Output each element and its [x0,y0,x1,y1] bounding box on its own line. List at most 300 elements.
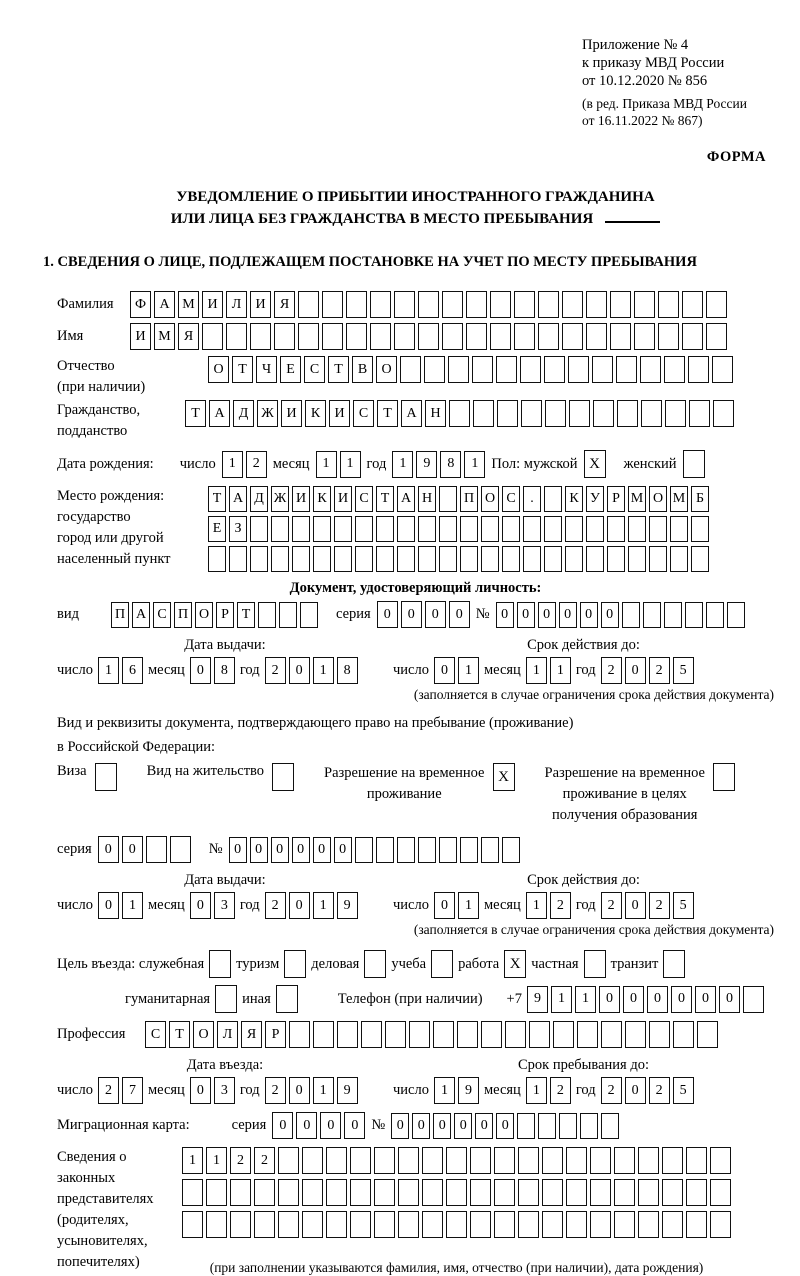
purpose-work-checkbox[interactable]: X [504,950,526,978]
residence-valid-day-cells[interactable] [434,892,479,919]
form-cell[interactable]: Р [216,602,234,628]
form-cell[interactable]: 1 [526,892,547,919]
form-cell[interactable]: 0 [190,892,211,919]
form-cell[interactable]: 0 [434,657,455,684]
form-cell[interactable] [355,516,373,542]
form-cell[interactable]: А [154,291,175,318]
form-cell[interactable]: С [145,1021,166,1048]
form-cell[interactable] [670,516,688,542]
form-cell[interactable] [686,1179,707,1206]
form-cell[interactable]: А [401,400,422,427]
birth-year-cells[interactable] [392,451,485,478]
form-cell[interactable] [518,1211,539,1238]
form-cell[interactable]: Я [241,1021,262,1048]
form-cell[interactable] [313,546,331,572]
form-cell[interactable]: 2 [649,892,670,919]
temp-residence-checkbox[interactable]: X [493,763,515,791]
stay-day-cells[interactable] [434,1077,479,1104]
form-cell[interactable] [670,546,688,572]
form-cell[interactable]: 3 [214,1077,235,1104]
form-cell[interactable] [439,837,457,863]
form-cell[interactable] [370,323,391,350]
form-cell[interactable] [517,1113,535,1139]
form-cell[interactable] [418,516,436,542]
form-cell[interactable]: Т [237,602,255,628]
form-cell[interactable] [374,1147,395,1174]
form-cell[interactable]: Р [265,1021,286,1048]
form-cell[interactable]: К [565,486,583,512]
form-cell[interactable]: Ф [130,291,151,318]
form-cell[interactable] [433,1021,454,1048]
form-cell[interactable] [472,356,493,383]
form-cell[interactable]: Ч [256,356,277,383]
form-cell[interactable] [710,1179,731,1206]
identity-valid-day-cells[interactable] [434,657,479,684]
form-cell[interactable] [553,1021,574,1048]
form-cell[interactable] [146,836,167,863]
migration-number-cells[interactable] [391,1113,619,1139]
form-cell[interactable] [614,1179,635,1206]
form-cell[interactable] [439,546,457,572]
form-cell[interactable] [206,1179,227,1206]
form-cell[interactable] [466,323,487,350]
birth-place-row1-cells[interactable] [208,486,709,512]
form-cell[interactable] [424,356,445,383]
doc-series-cells[interactable] [377,601,470,628]
form-cell[interactable] [706,323,727,350]
form-cell[interactable] [322,323,343,350]
form-cell[interactable]: 0 [559,602,577,628]
form-cell[interactable] [398,1179,419,1206]
form-cell[interactable] [544,486,562,512]
form-cell[interactable]: 0 [190,657,211,684]
form-cell[interactable]: И [202,291,223,318]
form-cell[interactable]: О [195,602,213,628]
form-cell[interactable]: 0 [496,1113,514,1139]
form-cell[interactable]: И [329,400,350,427]
form-cell[interactable]: 2 [550,892,571,919]
form-cell[interactable] [202,323,223,350]
form-cell[interactable] [565,546,583,572]
form-cell[interactable]: 1 [340,451,361,478]
citizenship-cells[interactable] [185,400,734,427]
form-cell[interactable]: К [313,486,331,512]
form-cell[interactable] [448,356,469,383]
form-cell[interactable]: 0 [580,602,598,628]
form-cell[interactable] [481,516,499,542]
form-cell[interactable]: 0 [334,837,352,863]
form-cell[interactable] [586,323,607,350]
form-cell[interactable]: 0 [289,1077,310,1104]
form-cell[interactable] [385,1021,406,1048]
form-cell[interactable]: 0 [695,986,716,1013]
form-cell[interactable] [638,1147,659,1174]
form-cell[interactable] [337,1021,358,1048]
form-cell[interactable] [712,356,733,383]
form-cell[interactable]: 2 [649,1077,670,1104]
temp-residence-edu-checkbox[interactable] [713,763,735,791]
form-cell[interactable]: 1 [434,1077,455,1104]
identity-valid-year-cells[interactable] [601,657,694,684]
representatives-row1-cells[interactable] [182,1147,731,1174]
form-cell[interactable] [346,323,367,350]
form-cell[interactable] [278,1147,299,1174]
form-cell[interactable]: 0 [475,1113,493,1139]
form-cell[interactable] [586,546,604,572]
form-cell[interactable] [409,1021,430,1048]
form-cell[interactable] [743,986,764,1013]
form-cell[interactable]: Д [233,400,254,427]
form-cell[interactable] [566,1211,587,1238]
form-cell[interactable] [569,400,590,427]
form-cell[interactable] [590,1147,611,1174]
form-cell[interactable] [490,323,511,350]
phone-cells[interactable] [527,986,764,1013]
representatives-row3-cells[interactable] [182,1211,731,1238]
form-cell[interactable] [300,602,318,628]
form-cell[interactable]: М [628,486,646,512]
form-cell[interactable] [542,1211,563,1238]
form-cell[interactable] [658,323,679,350]
form-cell[interactable] [502,516,520,542]
form-cell[interactable]: Т [208,486,226,512]
form-cell[interactable] [466,291,487,318]
form-cell[interactable]: 2 [265,892,286,919]
form-cell[interactable]: И [334,486,352,512]
form-cell[interactable] [523,546,541,572]
residence-issue-year-cells[interactable] [265,892,358,919]
form-cell[interactable] [346,291,367,318]
form-cell[interactable]: О [481,486,499,512]
form-cell[interactable] [685,602,703,628]
form-cell[interactable]: 0 [289,657,310,684]
form-cell[interactable]: 1 [313,892,334,919]
form-cell[interactable]: Н [425,400,446,427]
form-cell[interactable]: 0 [190,1077,211,1104]
form-cell[interactable]: З [229,516,247,542]
form-cell[interactable]: 1 [222,451,243,478]
residence-number-cells[interactable] [229,837,520,863]
form-cell[interactable]: 0 [292,837,310,863]
form-cell[interactable]: 2 [246,451,267,478]
entry-month-cells[interactable] [190,1077,235,1104]
form-cell[interactable] [449,400,470,427]
form-cell[interactable] [496,356,517,383]
form-cell[interactable] [326,1179,347,1206]
form-cell[interactable] [229,546,247,572]
form-cell[interactable] [422,1147,443,1174]
form-cell[interactable]: 0 [625,1077,646,1104]
form-cell[interactable] [361,1021,382,1048]
residence-valid-month-cells[interactable] [526,892,571,919]
form-cell[interactable] [706,602,724,628]
form-cell[interactable]: С [355,486,373,512]
form-cell[interactable] [514,291,535,318]
form-cell[interactable] [460,546,478,572]
form-cell[interactable] [182,1211,203,1238]
form-cell[interactable]: С [153,602,171,628]
form-cell[interactable] [628,546,646,572]
birth-place-row3-cells[interactable] [208,546,709,572]
form-cell[interactable] [638,1179,659,1206]
form-cell[interactable] [302,1179,323,1206]
form-cell[interactable] [442,323,463,350]
form-cell[interactable]: К [305,400,326,427]
form-cell[interactable] [355,546,373,572]
form-cell[interactable]: 0 [391,1113,409,1139]
form-cell[interactable] [494,1211,515,1238]
form-cell[interactable] [422,1179,443,1206]
form-cell[interactable] [446,1211,467,1238]
form-cell[interactable] [542,1147,563,1174]
form-cell[interactable]: 8 [214,657,235,684]
form-cell[interactable] [460,837,478,863]
form-cell[interactable] [590,1179,611,1206]
form-cell[interactable] [502,546,520,572]
form-cell[interactable]: 1 [98,657,119,684]
form-cell[interactable]: А [397,486,415,512]
form-cell[interactable] [568,356,589,383]
form-cell[interactable] [230,1179,251,1206]
form-cell[interactable]: Т [328,356,349,383]
form-cell[interactable] [422,1211,443,1238]
form-cell[interactable] [544,516,562,542]
form-cell[interactable] [292,516,310,542]
form-cell[interactable] [400,356,421,383]
form-cell[interactable] [689,400,710,427]
form-cell[interactable]: М [670,486,688,512]
form-cell[interactable] [634,323,655,350]
form-cell[interactable] [326,1211,347,1238]
form-cell[interactable]: Ж [271,486,289,512]
residence-issue-month-cells[interactable] [190,892,235,919]
residence-permit-checkbox[interactable] [272,763,294,791]
form-cell[interactable] [313,1021,334,1048]
form-cell[interactable]: 1 [458,657,479,684]
form-cell[interactable] [593,400,614,427]
form-cell[interactable]: Б [691,486,709,512]
form-cell[interactable]: 0 [320,1112,341,1139]
form-cell[interactable] [566,1147,587,1174]
form-cell[interactable]: А [132,602,150,628]
form-cell[interactable] [518,1179,539,1206]
form-cell[interactable]: 1 [526,1077,547,1104]
form-cell[interactable]: . [523,486,541,512]
form-cell[interactable] [559,1113,577,1139]
form-cell[interactable]: О [193,1021,214,1048]
form-cell[interactable]: И [130,323,151,350]
form-cell[interactable]: 0 [377,601,398,628]
surname-cells[interactable] [130,291,727,318]
form-cell[interactable] [625,1021,646,1048]
form-cell[interactable] [664,356,685,383]
form-cell[interactable] [640,356,661,383]
form-cell[interactable]: 2 [265,657,286,684]
form-cell[interactable] [710,1211,731,1238]
entry-year-cells[interactable] [265,1077,358,1104]
form-cell[interactable] [586,291,607,318]
form-cell[interactable] [514,323,535,350]
form-cell[interactable] [673,1021,694,1048]
identity-valid-month-cells[interactable] [526,657,571,684]
visa-checkbox[interactable] [95,763,117,791]
form-cell[interactable]: Т [185,400,206,427]
purpose-humanitarian-checkbox[interactable] [215,985,237,1013]
form-cell[interactable]: 2 [601,1077,622,1104]
form-cell[interactable] [302,1147,323,1174]
form-cell[interactable]: 1 [551,986,572,1013]
form-cell[interactable] [334,516,352,542]
form-cell[interactable] [614,1147,635,1174]
form-cell[interactable] [607,516,625,542]
form-cell[interactable] [481,1021,502,1048]
form-cell[interactable]: 9 [416,451,437,478]
form-cell[interactable] [394,291,415,318]
form-cell[interactable]: 0 [425,601,446,628]
form-cell[interactable] [278,1211,299,1238]
form-cell[interactable]: 2 [601,657,622,684]
purpose-private-checkbox[interactable] [584,950,606,978]
sex-female-checkbox[interactable] [683,450,705,478]
form-cell[interactable] [662,1179,683,1206]
form-cell[interactable] [643,602,661,628]
form-cell[interactable] [460,516,478,542]
form-cell[interactable]: 1 [575,986,596,1013]
form-cell[interactable] [289,1021,310,1048]
form-cell[interactable]: Е [280,356,301,383]
form-cell[interactable]: 0 [601,602,619,628]
form-cell[interactable]: А [209,400,230,427]
identity-issue-month-cells[interactable] [190,657,235,684]
form-cell[interactable]: С [502,486,520,512]
form-cell[interactable] [226,323,247,350]
form-cell[interactable] [278,1179,299,1206]
birth-day-cells[interactable] [222,451,267,478]
form-cell[interactable] [628,516,646,542]
form-cell[interactable]: 0 [517,602,535,628]
form-cell[interactable]: Я [178,323,199,350]
form-cell[interactable]: 0 [289,892,310,919]
sex-male-checkbox[interactable]: X [584,450,606,478]
form-cell[interactable]: Т [376,486,394,512]
form-cell[interactable]: 1 [458,892,479,919]
form-cell[interactable] [322,291,343,318]
form-cell[interactable] [418,546,436,572]
form-cell[interactable]: О [208,356,229,383]
form-cell[interactable] [686,1147,707,1174]
form-cell[interactable] [686,1211,707,1238]
form-cell[interactable] [505,1021,526,1048]
residence-series-cells[interactable] [98,836,191,863]
form-cell[interactable] [665,400,686,427]
form-cell[interactable] [376,837,394,863]
form-cell[interactable] [538,323,559,350]
form-cell[interactable] [374,1211,395,1238]
form-cell[interactable] [298,291,319,318]
form-cell[interactable] [292,546,310,572]
form-cell[interactable]: 8 [337,657,358,684]
form-cell[interactable]: 0 [272,1112,293,1139]
form-cell[interactable]: О [376,356,397,383]
form-cell[interactable] [350,1147,371,1174]
form-cell[interactable] [446,1179,467,1206]
form-cell[interactable] [601,1021,622,1048]
form-cell[interactable]: 0 [250,837,268,863]
form-cell[interactable]: 0 [412,1113,430,1139]
form-cell[interactable]: 2 [601,892,622,919]
form-cell[interactable]: 0 [671,986,692,1013]
form-cell[interactable] [566,1179,587,1206]
form-cell[interactable] [601,1113,619,1139]
form-cell[interactable]: С [353,400,374,427]
form-cell[interactable]: И [292,486,310,512]
form-cell[interactable] [271,546,289,572]
form-cell[interactable]: 0 [434,892,455,919]
form-cell[interactable] [394,323,415,350]
form-cell[interactable] [370,291,391,318]
form-cell[interactable]: М [178,291,199,318]
form-cell[interactable] [254,1179,275,1206]
form-cell[interactable] [610,323,631,350]
form-cell[interactable]: 5 [673,892,694,919]
form-cell[interactable] [398,1147,419,1174]
form-cell[interactable] [397,546,415,572]
migration-series-cells[interactable] [272,1112,365,1139]
purpose-tourism-checkbox[interactable] [284,950,306,978]
form-cell[interactable] [580,1113,598,1139]
form-cell[interactable] [418,837,436,863]
form-cell[interactable]: 0 [296,1112,317,1139]
form-cell[interactable]: 0 [229,837,247,863]
form-cell[interactable]: 0 [98,892,119,919]
form-cell[interactable] [664,602,682,628]
form-cell[interactable]: Е [208,516,226,542]
form-cell[interactable]: 1 [122,892,143,919]
form-cell[interactable]: 8 [440,451,461,478]
form-cell[interactable] [418,323,439,350]
form-cell[interactable] [182,1179,203,1206]
form-cell[interactable]: 0 [454,1113,472,1139]
form-cell[interactable] [208,546,226,572]
form-cell[interactable]: В [352,356,373,383]
form-cell[interactable]: У [586,486,604,512]
form-cell[interactable] [473,400,494,427]
identity-issue-year-cells[interactable] [265,657,358,684]
form-cell[interactable] [592,356,613,383]
form-cell[interactable]: 0 [625,892,646,919]
form-cell[interactable] [376,546,394,572]
form-cell[interactable] [649,516,667,542]
form-cell[interactable]: 2 [550,1077,571,1104]
form-cell[interactable]: Н [418,486,436,512]
form-cell[interactable]: Т [377,400,398,427]
form-cell[interactable] [397,837,415,863]
form-cell[interactable] [682,323,703,350]
form-cell[interactable] [610,291,631,318]
form-cell[interactable] [565,516,583,542]
form-cell[interactable] [334,546,352,572]
form-cell[interactable]: Ж [257,400,278,427]
form-cell[interactable]: 2 [254,1147,275,1174]
form-cell[interactable] [494,1179,515,1206]
form-cell[interactable]: И [281,400,302,427]
form-cell[interactable]: 1 [206,1147,227,1174]
form-cell[interactable] [481,837,499,863]
form-cell[interactable] [688,356,709,383]
form-cell[interactable]: 3 [214,892,235,919]
form-cell[interactable]: П [111,602,129,628]
form-cell[interactable]: 0 [538,602,556,628]
